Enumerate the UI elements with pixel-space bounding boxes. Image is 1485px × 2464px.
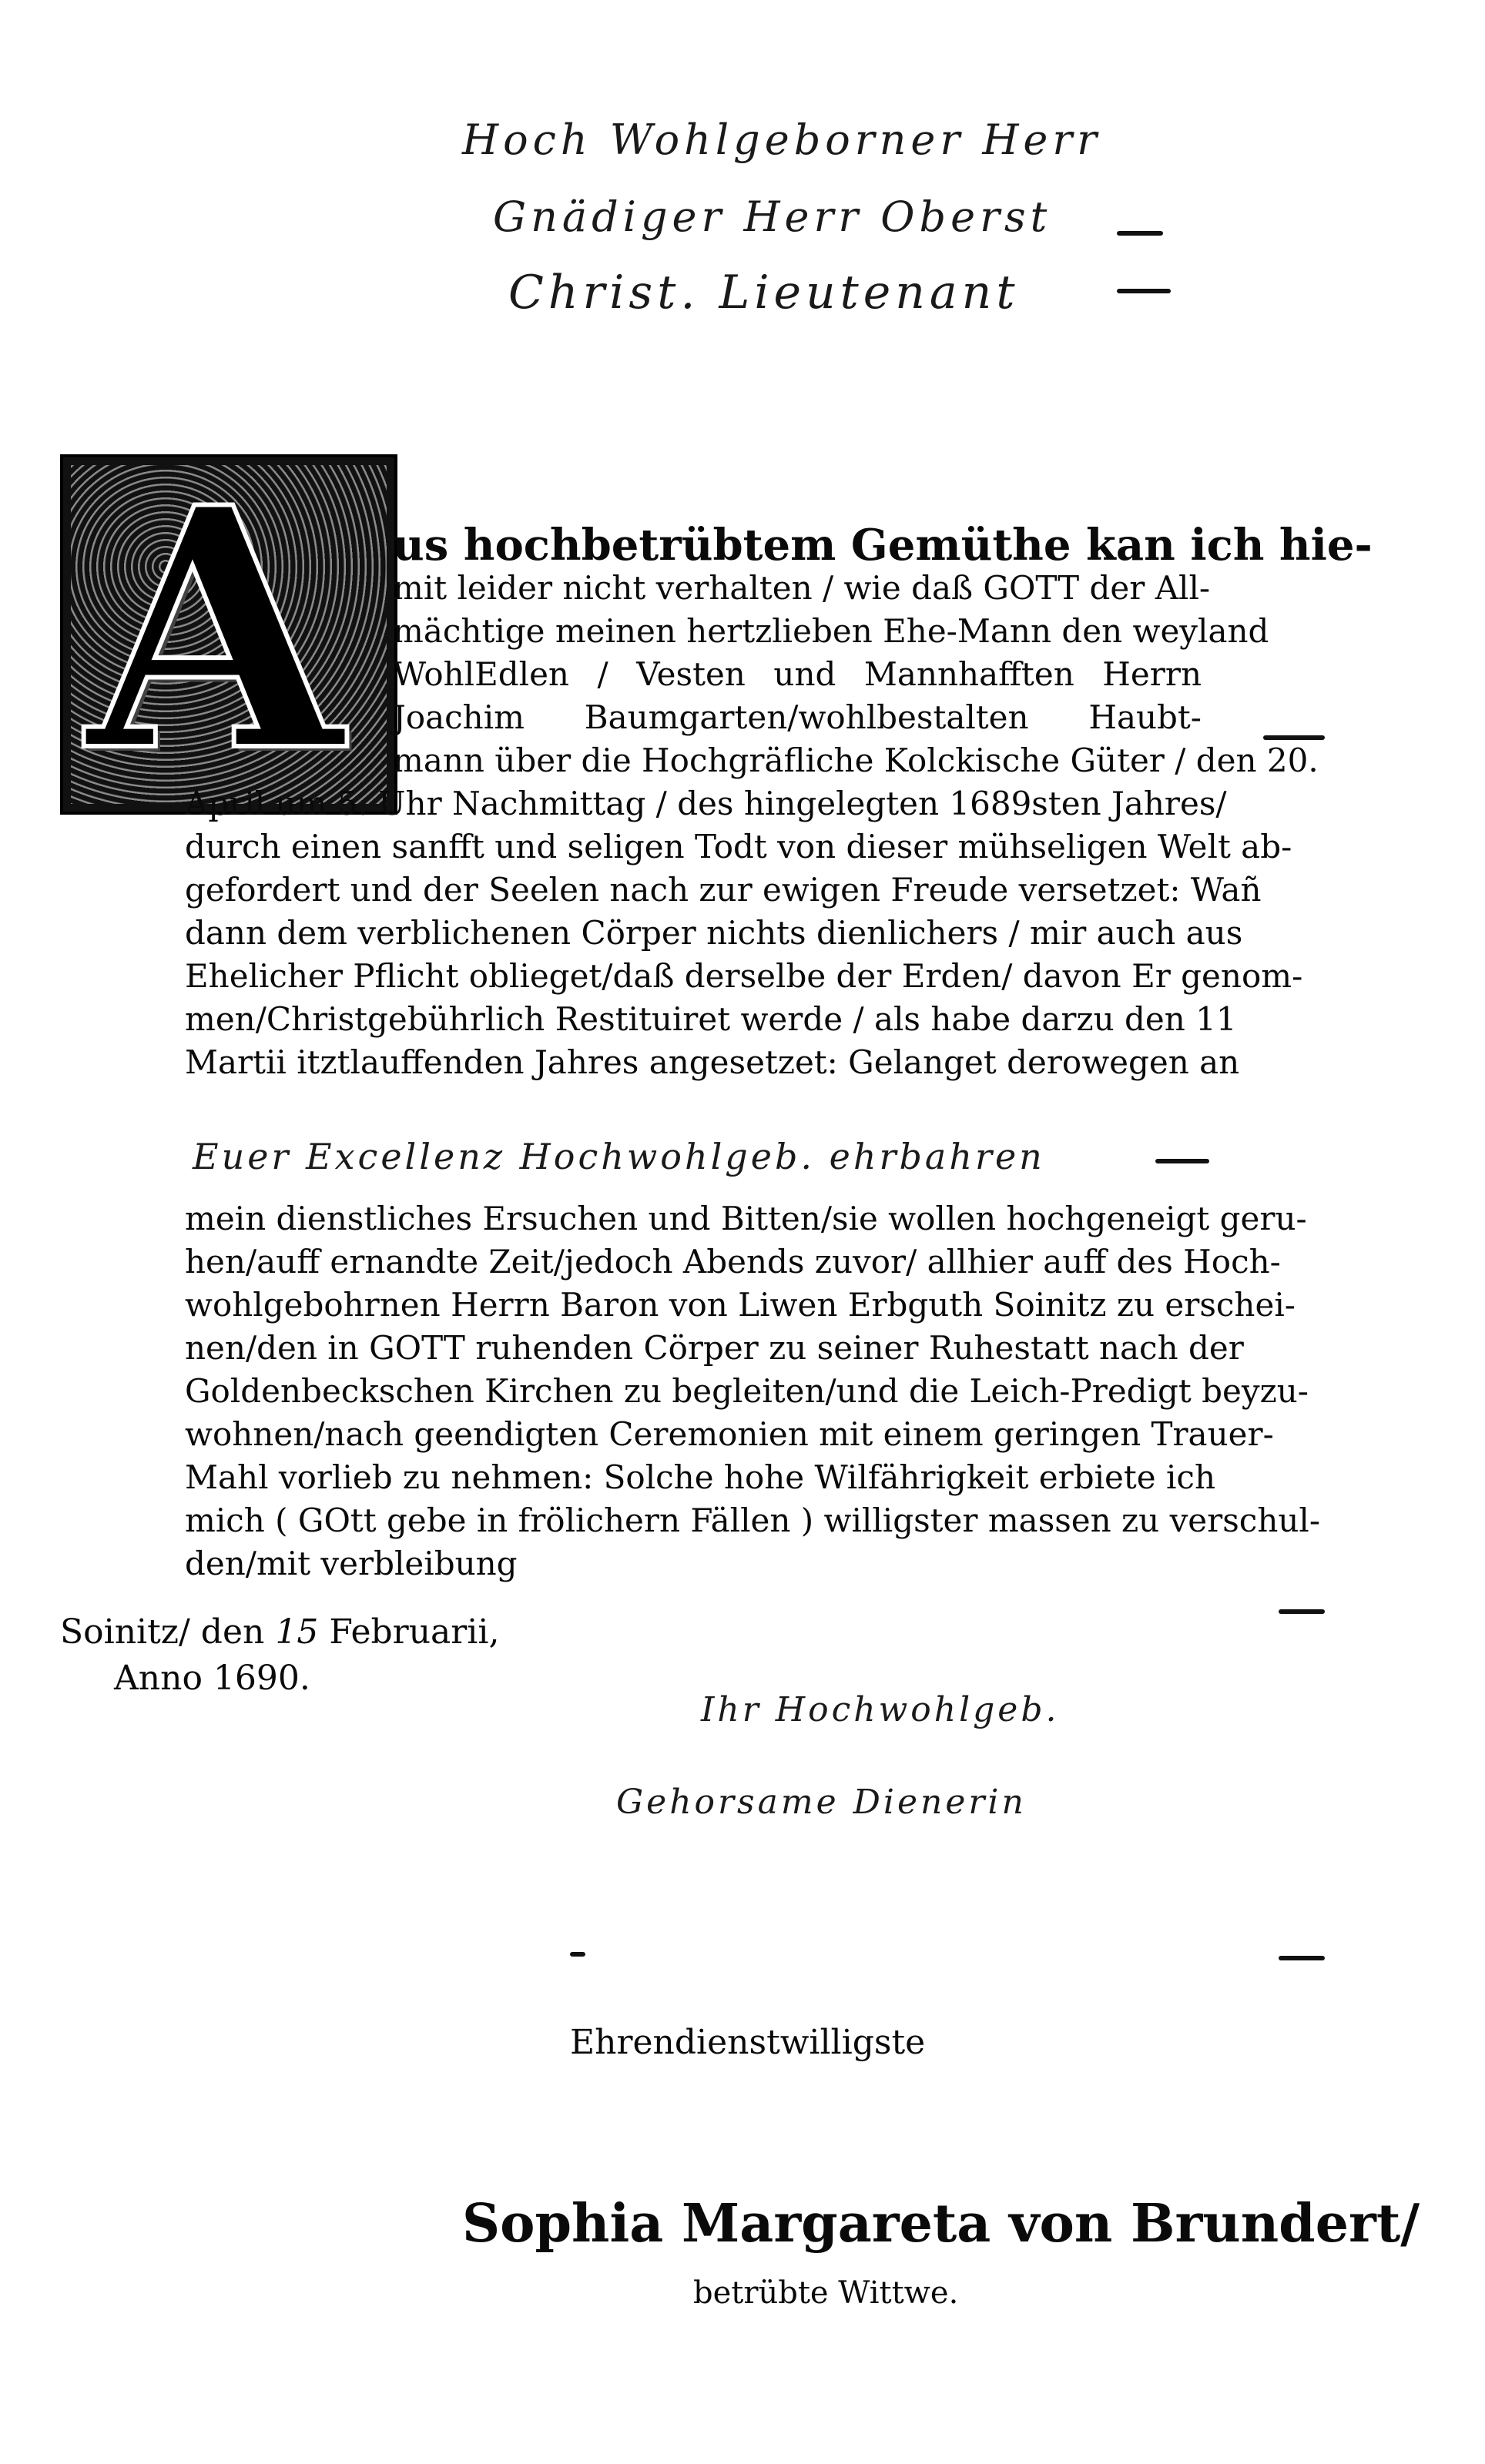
text-line: durch einen sanfft und seligen Todt von dieser mühseligen Welt ab- — [185, 828, 1292, 865]
text-line: men/Christgebührlich Restituiret werde / als habe darzu den 11 — [185, 1000, 1237, 1038]
place-prefix: Soinitz/ den — [60, 1612, 265, 1652]
text-line: gefordert und der Seelen nach zur ewigen Freude versetzet: Wañ — [185, 871, 1262, 909]
text-line: us hochbetrübtem Gemüthe kan ich hie- — [393, 520, 1373, 571]
text-line: Mahl vorlieb zu nehmen: Solche hohe Wilfährigkeit erbiete ich — [185, 1458, 1215, 1496]
ink-mark — [1117, 231, 1163, 236]
handwritten-address-line-1: Hoch Wohlgeborner Herr — [462, 116, 1101, 164]
text-line: WohlEdlen / Vesten und Mannhafften Herrn — [393, 655, 1202, 693]
place-date — [60, 1609, 499, 1702]
text-line: Martii itztlauffenden Jahres angesetzet: Gelanget derowegen an — [185, 1043, 1240, 1081]
text-line: nen/den in GOTT ruhenden Cörper zu seiner Ruhestatt nach der — [185, 1329, 1244, 1367]
text-line: mächtige meinen hertzlieben Ehe-Mann den weyland — [393, 612, 1269, 650]
text-line: wohnen/nach geendigten Ceremonien mit einem geringen Trauer- — [185, 1415, 1274, 1453]
handwritten-address-line-3: Christ. Lieutenant — [508, 266, 1020, 320]
initial-letter: A — [86, 436, 344, 825]
handwritten-day: 15 — [275, 1612, 319, 1652]
text-line: Joachim Baumgarten/wohlbestalten Haubt- — [393, 698, 1202, 736]
signer-title: betrübte Wittwe. — [693, 2275, 959, 2311]
handwritten-closing-line-1: Ihr Hochwohlgeb. — [701, 1690, 1060, 1729]
text-line: mit leider nicht verhalten / wie daß GOTT der All- — [393, 569, 1211, 607]
handwritten-inline-address: Euer Excellenz Hochwohlgeb. ehrbahren — [193, 1136, 1045, 1177]
letter-body-part-1 — [185, 520, 1373, 1084]
text-line: mein dienstliches Ersuchen und Bitten/sie wollen hochgeneigt geru- — [185, 1200, 1307, 1237]
handwritten-address-line-2: Gnädiger Herr Oberst — [493, 192, 1052, 241]
text-line: hen/auff ernandte Zeit/jedoch Abends zuvor/ allhier auff des Hoch- — [185, 1243, 1281, 1281]
closing-formula: Ehrendienstwilligste — [570, 2023, 926, 2062]
place-date-line-2: Anno 1690. — [114, 1659, 310, 1698]
ink-mark — [1117, 289, 1171, 293]
text-line: wohlgebohrnen Herrn Baron von Liwen Erbguth Soinitz zu erschei- — [185, 1286, 1296, 1324]
signer-name: Sophia Margareta von Brundert/ — [462, 2193, 1420, 2255]
ink-mark — [1155, 1159, 1209, 1163]
text-line: Goldenbeckschen Kirchen zu begleiten/und die Leich-Predigt beyzu- — [185, 1372, 1309, 1410]
text-line: Ehelicher Pflicht oblieget/daß derselbe der Erden/ davon Er genom- — [185, 957, 1303, 995]
place-date-line-1 — [60, 1609, 499, 1656]
text-line: April um 5. Uhr Nachmittag / des hingelegten 1689sten Jahres/ — [185, 785, 1227, 822]
ink-mark — [1279, 1956, 1325, 1960]
handwritten-closing-line-2: Gehorsame Dienerin — [616, 1783, 1027, 1822]
month-label: Februarii, — [329, 1612, 500, 1652]
ink-mark — [570, 1952, 585, 1957]
text-line: mann über die Hochgräfliche Kolckische Güter / den 20. — [393, 742, 1319, 779]
letter-body-part-2 — [185, 1197, 1321, 1585]
text-line: dann dem verblichenen Cörper nichts dienlichers / mir auch aus — [185, 914, 1243, 952]
text-line: den/mit verbleibung — [185, 1545, 518, 1582]
text-line: mich ( GOtt gebe in frölichern Fällen ) willigster massen zu verschul- — [185, 1502, 1321, 1539]
ink-mark — [1279, 1609, 1325, 1614]
